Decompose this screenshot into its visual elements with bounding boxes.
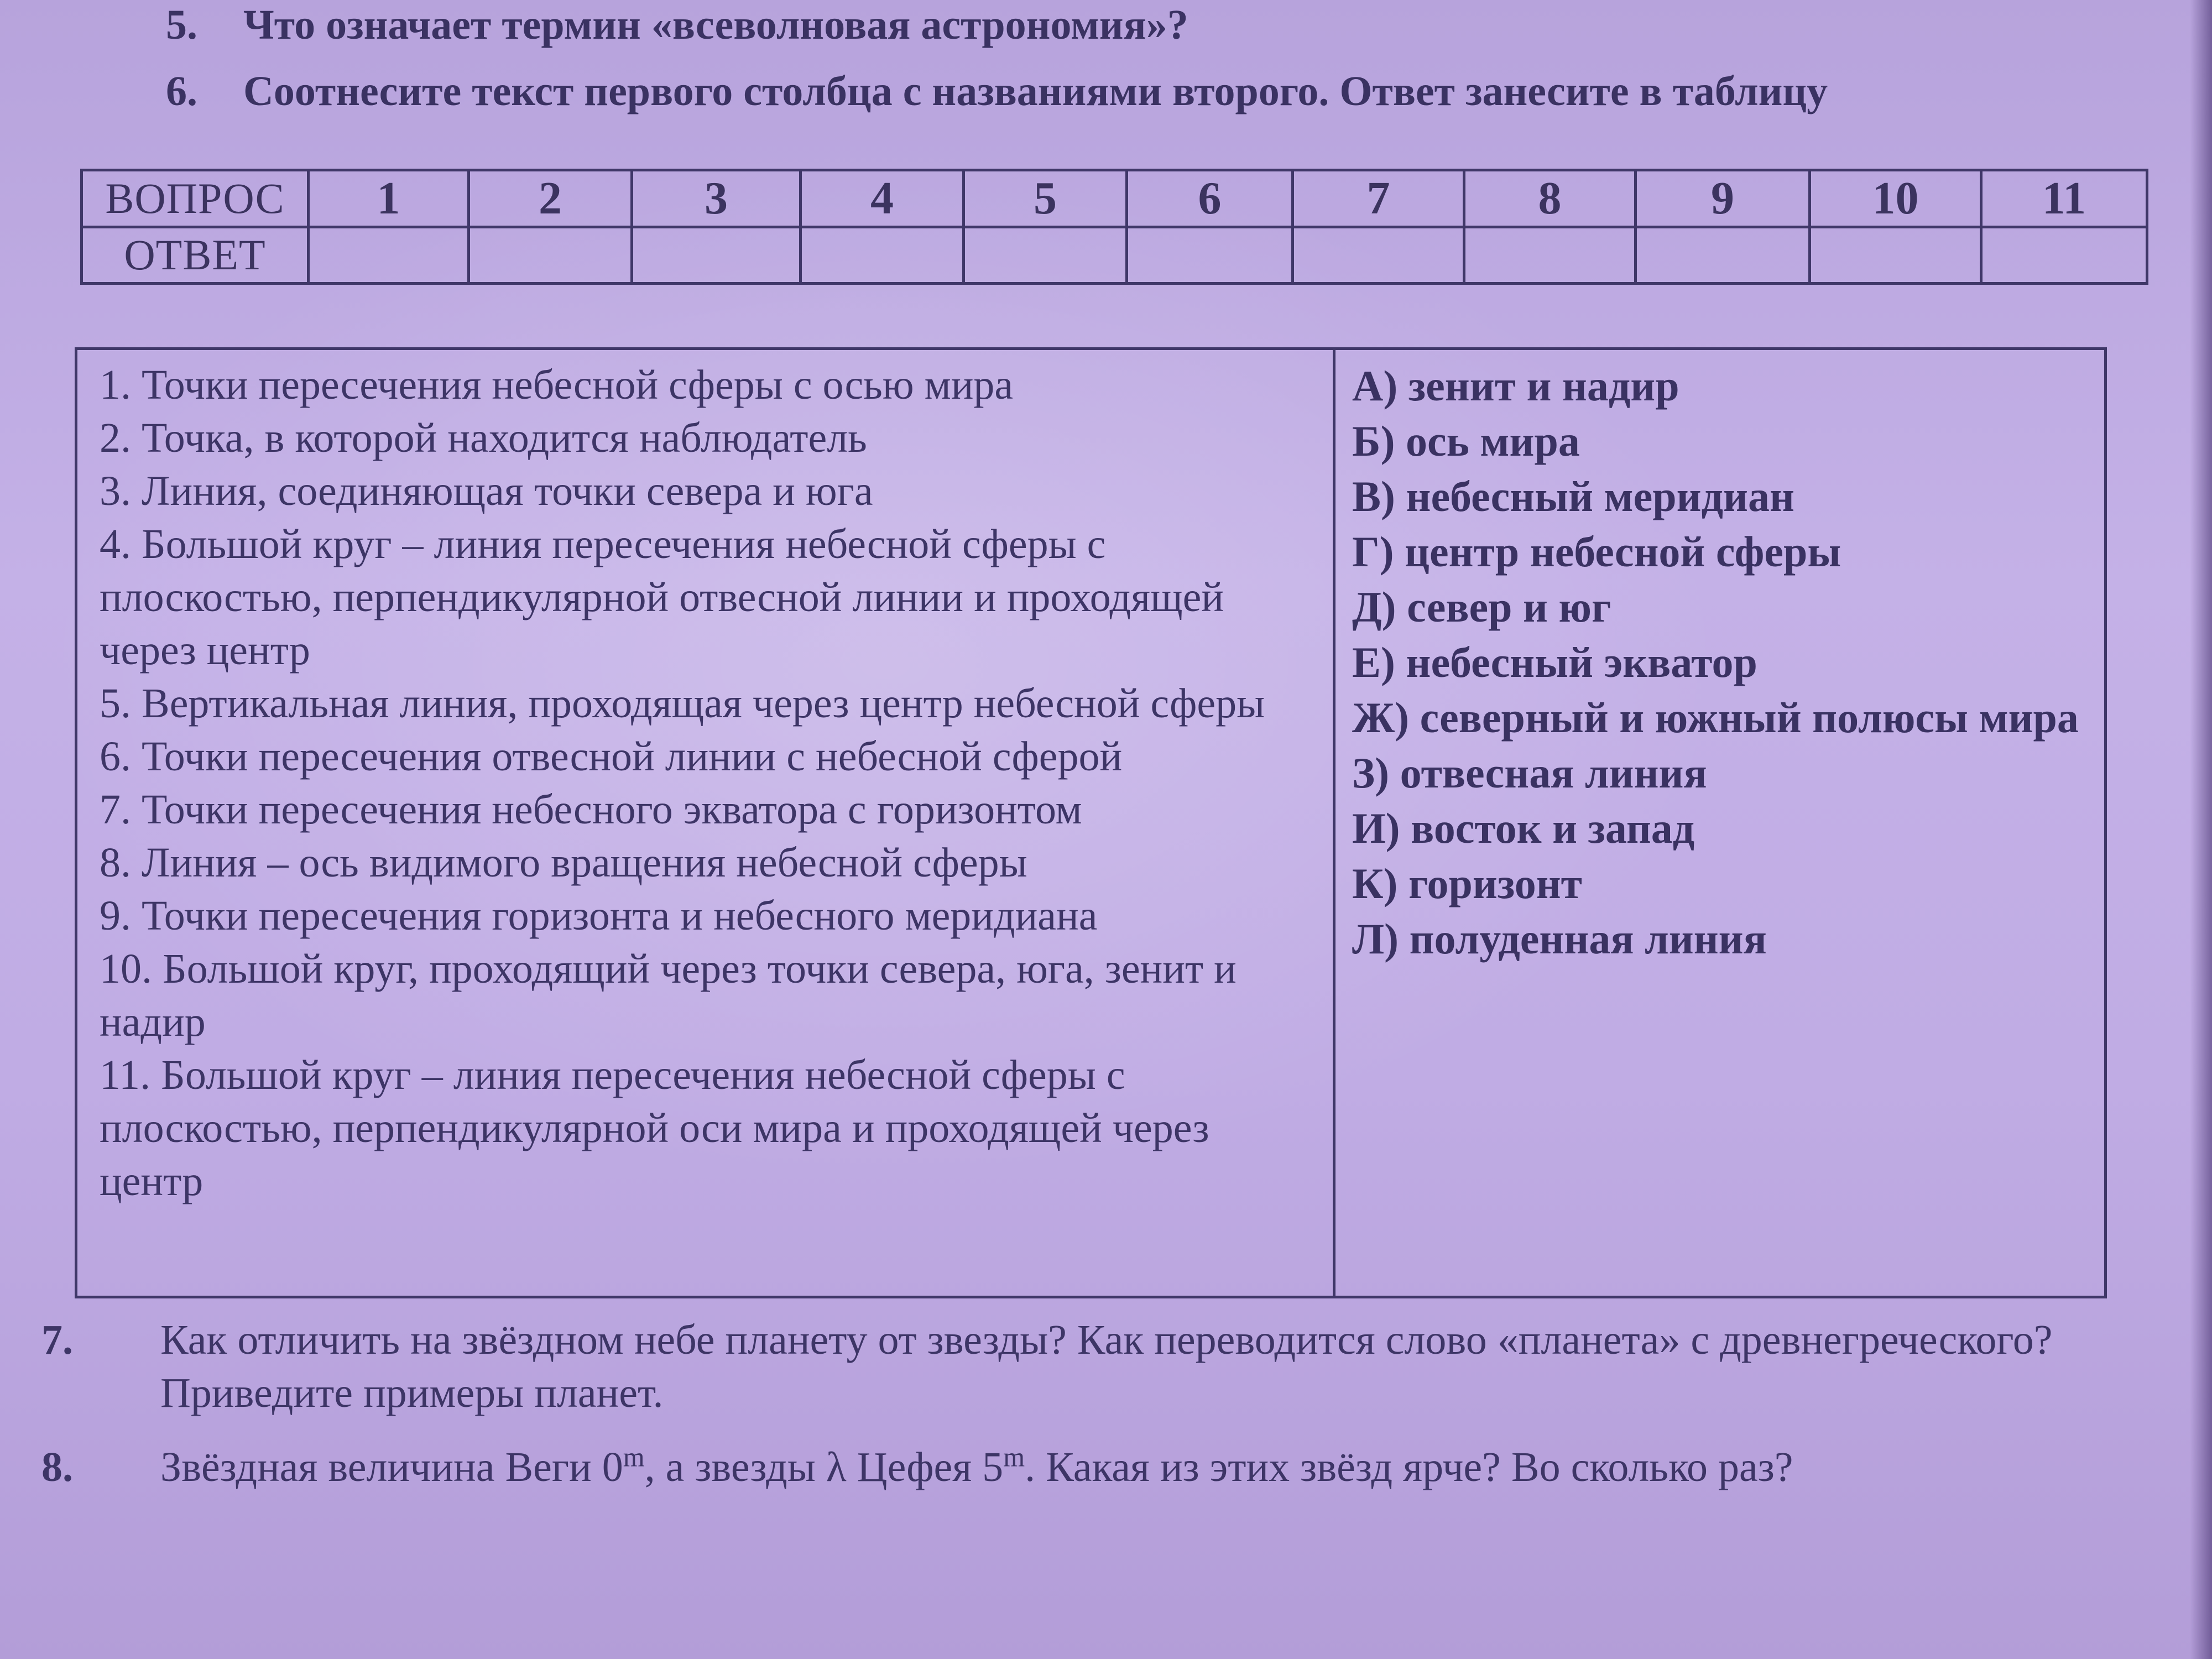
answer-cell[interactable] — [309, 227, 469, 284]
answer-cell[interactable] — [964, 227, 1127, 284]
answer-cell[interactable] — [1981, 227, 2147, 284]
term-item: Д) север и юг — [1352, 583, 1611, 631]
term-item: И) восток и запад — [1352, 804, 1695, 852]
question-text-part: , а звезды λ Цефея 5 — [644, 1444, 1004, 1490]
question-number-cell: 11 — [1981, 170, 2147, 227]
term-item: Л) полуденная линия — [1352, 915, 1767, 963]
answer-table — [80, 169, 2148, 285]
question-number: 8. — [41, 1444, 73, 1490]
definition-item: 2. Точка, в которой находится наблюдатель — [100, 415, 867, 461]
question-text-part: Звёздная величина Веги 0 — [160, 1444, 623, 1490]
answer-cell[interactable] — [632, 227, 801, 284]
term-item: Г) центр небесной сферы — [1352, 528, 1841, 576]
page-edge-shadow — [2190, 0, 2212, 1659]
question-text: Что означает термин «всеволновая астрономия»? — [243, 2, 1188, 48]
question-text: Как отличить на звёздном небе планету от звезды? Как переводится слово «планета» с древнегреческого? Приведите примеры планет. — [160, 1317, 2053, 1416]
definition-item: 8. Линия – ось видимого вращения небесной сферы — [100, 839, 1027, 886]
answer-cell[interactable] — [1810, 227, 1981, 284]
question-number-cell: 9 — [1636, 170, 1810, 227]
magnitude-superscript: m — [1003, 1441, 1025, 1473]
definition-item: 1. Точки пересечения небесной сферы с осью мира — [100, 362, 1014, 408]
question-7 — [41, 1313, 2129, 1420]
question-number: 5. — [166, 2, 197, 48]
magnitude-superscript: m — [623, 1441, 645, 1473]
question-number-cell: 7 — [1293, 170, 1464, 227]
question-number-cell: 4 — [801, 170, 964, 227]
answer-cell[interactable] — [1636, 227, 1810, 284]
definition-item: 7. Точки пересечения небесного экватора с горизонтом — [100, 786, 1082, 833]
term-item: В) небесный меридиан — [1352, 472, 1794, 520]
question-number-cell: 5 — [964, 170, 1127, 227]
definition-item: 4. Большой круг – линия пересечения небесной сферы с плоскостью, перпендикулярной отвесной линии и проходящей через центр — [100, 521, 1224, 674]
term-item: З) отвесная линия — [1352, 749, 1707, 797]
matching-table — [75, 347, 2107, 1298]
definition-item: 10. Большой круг, проходящий через точки севера, юга, зенит и надир — [100, 946, 1237, 1045]
question-row — [82, 170, 2147, 227]
column-divider — [1333, 350, 1335, 1296]
answer-cell[interactable] — [1464, 227, 1636, 284]
question-8 — [41, 1441, 2129, 1494]
row-label-answer: ОТВЕТ — [82, 227, 309, 284]
row-label-question: ВОПРОС — [82, 170, 309, 227]
terms-column — [1352, 358, 2093, 967]
term-item: Б) ось мира — [1352, 417, 1580, 465]
question-number-cell: 8 — [1464, 170, 1636, 227]
question-text-part: . Какая из этих звёзд ярче? Во сколько раз? — [1025, 1444, 1793, 1490]
question-number: 6. — [166, 68, 197, 114]
definitions-column — [100, 358, 1316, 1208]
term-item: К) горизонт — [1352, 859, 1582, 907]
question-number-cell: 1 — [309, 170, 469, 227]
answer-cell[interactable] — [801, 227, 964, 284]
definition-item: 3. Линия, соединяющая точки севера и юга — [100, 468, 873, 514]
answer-cell[interactable] — [469, 227, 632, 284]
definition-item: 5. Вертикальная линия, проходящая через центр небесной сферы — [100, 680, 1265, 727]
question-number-cell: 2 — [469, 170, 632, 227]
term-item: А) зенит и надир — [1352, 362, 1679, 410]
answer-cell[interactable] — [1293, 227, 1464, 284]
question-6 — [166, 66, 1828, 116]
term-item: Е) небесный экватор — [1352, 638, 1757, 686]
answer-cell[interactable] — [1127, 227, 1293, 284]
question-number-cell: 10 — [1810, 170, 1981, 227]
question-number-cell: 6 — [1127, 170, 1293, 227]
answer-row — [82, 227, 2147, 284]
term-item: Ж) северный и южный полюсы мира — [1352, 693, 2079, 742]
definition-item: 6. Точки пересечения отвесной линии с небесной сферой — [100, 733, 1123, 780]
question-number-cell: 3 — [632, 170, 801, 227]
question-text: Соотнесите текст первого столбца с названиями второго. Ответ занесите в таблицу — [243, 68, 1828, 114]
definition-item: 11. Большой круг – линия пересечения небесной сферы с плоскостью, перпендикулярной оси мира и проходящей через центр — [100, 1052, 1209, 1204]
definition-item: 9. Точки пересечения горизонта и небесного меридиана — [100, 893, 1098, 939]
question-5 — [166, 0, 1188, 50]
question-number: 7. — [41, 1317, 73, 1363]
